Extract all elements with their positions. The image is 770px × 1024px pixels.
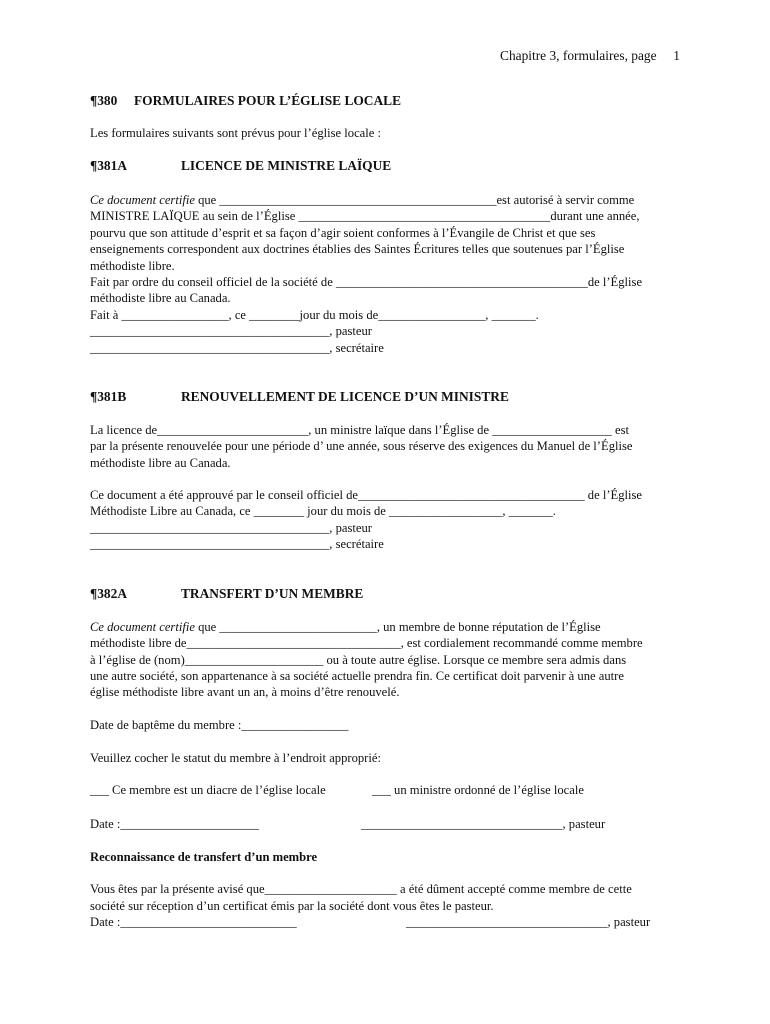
ack-line-1: Vous êtes par la présente avisé que_____________________ a été dûment accepté comme membre de cette xyxy=(90,882,632,896)
s381a-line-3: pourvu que son attitude d’esprit et sa façon d’agir soient conformes à l’Évangile de Christ et que ses xyxy=(90,226,596,240)
s381a-line-5: méthodiste libre. xyxy=(90,259,175,273)
section-380-title: FORMULAIRES POUR L’ÉGLISE LOCALE xyxy=(134,93,401,108)
s381a-line-2: MINISTRE LAÏQUE au sein de l’Église ________________________________________durant une année, xyxy=(90,209,640,223)
s381b-line-2: par la présente renouvelée pour une période d’ une année, sous réserve des exigences du Manuel de l’Église xyxy=(90,439,633,453)
s381a-pastor-line: ______________________________________, pasteur xyxy=(90,324,372,338)
section-381b-number: ¶381B xyxy=(90,389,127,404)
s382a-date-line: Date :______________________ xyxy=(90,817,259,831)
ack-date-line: Date :____________________________ xyxy=(90,915,297,929)
s381a-line-7: méthodiste libre au Canada. xyxy=(90,291,231,305)
s382a-line-4: une autre société, son appartenance à sa société actuelle prendra fin. Ce certificat doit parvenir à une autre xyxy=(90,669,624,683)
s382a-baptism-date: Date de baptême du membre :_________________ xyxy=(90,718,349,732)
s381b-line-4: Ce document a été approuvé par le conseil officiel de____________________________________ de l’Église xyxy=(90,488,643,502)
s381b-secretary-line: ______________________________________, secrétaire xyxy=(90,537,384,551)
s381b-line-1: La licence de________________________, un ministre laïque dans l’Église de ___________________ est xyxy=(90,423,629,437)
s381a-line-6: Fait par ordre du conseil officiel de la société de ________________________________________de l’Église xyxy=(90,275,643,289)
s381a-line-1 xyxy=(90,192,634,208)
s381a-line-4: enseignements correspondent aux doctrines établies des Saintes Écritures telles que soutenues par l’Église xyxy=(90,242,625,256)
section-380-intro: Les formulaires suivants sont prévus pour l’église locale : xyxy=(90,126,381,140)
option-deacon: ___ Ce membre est un diacre de l’église locale xyxy=(90,783,326,797)
section-382a-title: TRANSFERT D’UN MEMBRE xyxy=(181,586,364,601)
section-380-number: ¶380 xyxy=(90,93,118,108)
s381b-line-3: méthodiste libre au Canada. xyxy=(90,456,231,470)
section-381a-number: ¶381A xyxy=(90,158,127,173)
s381b-line-5: Méthodiste Libre au Canada, ce ________ jour du mois de __________________, _______. xyxy=(90,504,556,518)
section-382a-number: ¶382A xyxy=(90,586,127,601)
s381a-line-8: Fait à _________________, ce ________jour du mois de_________________, _______. xyxy=(90,308,539,322)
section-381b-title: RENOUVELLEMENT DE LICENCE D’UN MINISTRE xyxy=(181,389,509,404)
s381a-cert-italic: Ce document certifie xyxy=(90,193,195,207)
page-header: Chapitre 3, formulaires, page 1 xyxy=(500,48,680,63)
s382a-cert-italic: Ce document certifie xyxy=(90,620,195,634)
s382a-line-3: à l’église de (nom)______________________ ou à toute autre église. Lorsque ce membre sera admis dans xyxy=(90,653,627,667)
s382a-line-1 xyxy=(90,619,601,635)
option-ordained-minister: ___ un ministre ordonné de l’église locale xyxy=(372,783,584,797)
s381a-secretary-line: ______________________________________, secrétaire xyxy=(90,341,384,355)
s382a-line-1-text: que _________________________, un membre de bonne réputation de l’Église xyxy=(194,620,601,634)
s382a-check-intro: Veuillez cocher le statut du membre à l’endroit approprié: xyxy=(90,751,381,765)
s381a-line-1-text: que ____________________________________________est autorisé à servir comme xyxy=(194,193,635,207)
ack-title: Reconnaissance de transfert d’un membre xyxy=(90,850,318,864)
section-381a-title: LICENCE DE MINISTRE LAÏQUE xyxy=(181,158,392,173)
s382a-line-5: église méthodiste libre avant un an, à moins d’être renouvelé. xyxy=(90,685,400,699)
ack-line-2: société sur réception d’un certificat émis par la société dont vous êtes le pasteur. xyxy=(90,899,494,913)
s382a-line-2: méthodiste libre de__________________________________, est cordialement recommandé comme membre xyxy=(90,636,643,650)
s382a-pastor-line: ________________________________, pasteur xyxy=(361,817,606,831)
ack-pastor-line: ________________________________, pasteur xyxy=(406,915,651,929)
s381b-pastor-line: ______________________________________, pasteur xyxy=(90,521,372,535)
